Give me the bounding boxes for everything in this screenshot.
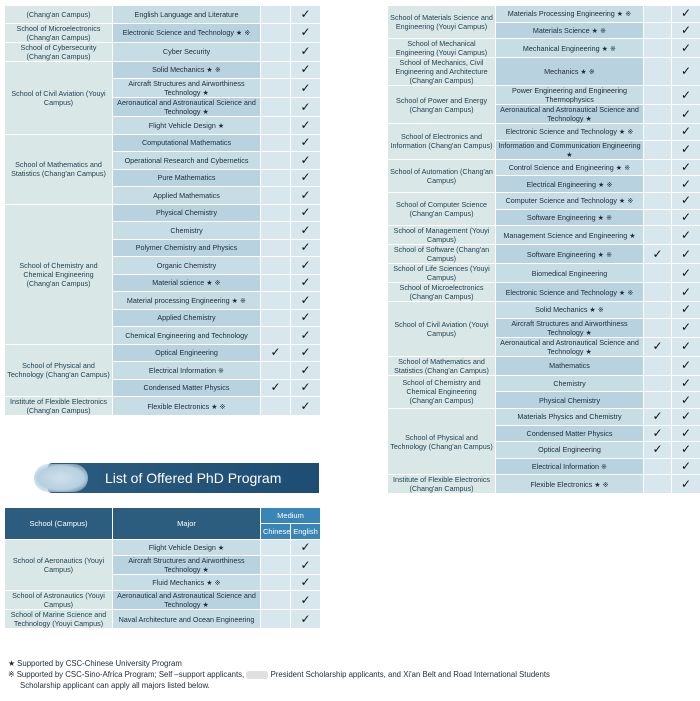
english-medium-check: ✓ — [672, 475, 700, 494]
school-group-row — [388, 408, 700, 425]
school-group-row — [5, 61, 321, 79]
english-medium-check: ✓ — [672, 209, 700, 226]
major-cell: Electronic Science and Technology ★ ※ — [496, 283, 644, 302]
chinese-medium-check — [261, 610, 291, 629]
english-medium-check: ✓ — [672, 86, 700, 105]
major-cell: Software Engineering ★ ※ — [496, 209, 644, 226]
english-medium-check: ✓ — [291, 204, 321, 222]
major-cell: Computational Mathematics — [113, 134, 261, 152]
chinese-medium-check — [261, 540, 291, 556]
chinese-medium-check — [644, 302, 672, 319]
english-medium-check: ✓ — [291, 344, 321, 362]
major-cell: Aeronautical and Astronautical Science and Technology ★ — [113, 98, 261, 117]
school-cell: School of Electronics and Information (Chang'an Campus) — [388, 124, 496, 160]
phd-program-banner — [48, 463, 319, 493]
english-medium-check: ✓ — [672, 58, 700, 86]
english-medium-check: ✓ — [291, 397, 321, 416]
major-cell: Organic Chemistry — [113, 257, 261, 275]
chinese-medium-check — [644, 140, 672, 159]
school-group-row — [388, 226, 700, 245]
english-medium-check: ✓ — [291, 379, 321, 397]
english-medium-check: ✓ — [291, 327, 321, 345]
chinese-medium-check — [644, 318, 672, 337]
school-cell: School of Physical and Technology (Chang'an Campus) — [5, 344, 113, 397]
phd-programs-table — [4, 507, 321, 629]
chinese-medium-check — [644, 458, 672, 475]
chinese-medium-check — [644, 226, 672, 245]
english-medium-check: ✓ — [291, 187, 321, 205]
major-cell: Electrical Information ※ — [113, 362, 261, 380]
major-cell: Electronic Science and Technology ★ ※ — [496, 124, 644, 141]
chinese-medium-check — [261, 222, 291, 240]
master-programs-table-continued — [4, 5, 321, 416]
school-group-row — [388, 159, 700, 176]
major-cell: Optical Engineering — [113, 344, 261, 362]
major-cell: Aeronautical and Astronautical Science and Technology ★ — [496, 105, 644, 124]
major-cell: Power Engineering and Engineering Thermophysics — [496, 86, 644, 105]
header-school: School (Campus) — [5, 508, 113, 540]
school-cell: School of Chemistry and Chemical Engineering (Chang'an Campus) — [388, 375, 496, 408]
major-cell: Materials Science ★ ※ — [496, 22, 644, 39]
chinese-medium-check: ✓ — [261, 379, 291, 397]
english-medium-check: ✓ — [672, 124, 700, 141]
major-cell: Applied Chemistry — [113, 309, 261, 327]
school-cell: School of Marine Science and Technology (Youyi Campus) — [5, 610, 113, 629]
school-group-row — [388, 283, 700, 302]
major-cell: Flexible Electronics ★ ※ — [496, 475, 644, 494]
major-cell: Aircraft Structures and Airworthiness Technology ★ — [113, 556, 261, 575]
english-medium-check: ✓ — [291, 556, 321, 575]
school-group-row — [388, 302, 700, 319]
chinese-medium-check — [261, 6, 291, 24]
english-medium-check: ✓ — [291, 239, 321, 257]
english-medium-check: ✓ — [672, 159, 700, 176]
english-medium-check: ✓ — [672, 337, 700, 356]
major-cell: Condensed Matter Physics — [496, 425, 644, 442]
school-cell: School of Software (Chang'an Campus) — [388, 245, 496, 264]
chinese-medium-check — [261, 134, 291, 152]
english-medium-check: ✓ — [672, 140, 700, 159]
major-cell: Materials Physics and Chemistry — [496, 408, 644, 425]
english-medium-check: ✓ — [672, 425, 700, 442]
english-medium-check: ✓ — [672, 264, 700, 283]
major-cell: Material science ★ ※ — [113, 274, 261, 292]
english-medium-check: ✓ — [672, 356, 700, 375]
chinese-medium-check — [261, 204, 291, 222]
school-group-row — [388, 375, 700, 392]
chinese-medium-check: ✓ — [644, 337, 672, 356]
redacted-blur — [246, 671, 268, 679]
chinese-medium-check: ✓ — [644, 425, 672, 442]
chinese-medium-check: ✓ — [644, 245, 672, 264]
chinese-medium-check — [644, 22, 672, 39]
note-csc-sino-africa: ※ Supported by CSC-Sino-Africa Program; Self –support applicants, President Scholarship applicants, and Xi'an Belt and Road International Students — [8, 670, 550, 680]
school-group-row — [5, 591, 321, 610]
major-cell: Operational Research and Cybernetics — [113, 152, 261, 170]
english-medium-check: ✓ — [291, 222, 321, 240]
major-cell: Chemistry — [113, 222, 261, 240]
school-group-row — [388, 86, 700, 105]
header-chinese: Chinese — [261, 524, 291, 540]
chinese-medium-check — [644, 283, 672, 302]
chinese-medium-check — [261, 397, 291, 416]
major-cell: Materials Processing Engineering ★ ※ — [496, 6, 644, 23]
english-medium-check: ✓ — [291, 117, 321, 135]
school-cell: School of Management (Youyi Campus) — [388, 226, 496, 245]
chinese-medium-check — [644, 6, 672, 23]
english-medium-check: ✓ — [291, 23, 321, 42]
header-medium: Medium — [261, 508, 321, 524]
english-medium-check: ✓ — [672, 302, 700, 319]
english-medium-check: ✓ — [291, 42, 321, 61]
school-group-row — [388, 6, 700, 23]
header-major: Major — [113, 508, 261, 540]
english-medium-check: ✓ — [291, 309, 321, 327]
chinese-medium-check — [644, 39, 672, 58]
english-medium-check: ✓ — [291, 61, 321, 79]
major-cell: Chemical Engineering and Technology — [113, 327, 261, 345]
major-cell: Chemistry — [496, 375, 644, 392]
school-cell: School of Astronautics (Youyi Campus) — [5, 591, 113, 610]
chinese-medium-check — [261, 274, 291, 292]
english-medium-check: ✓ — [672, 6, 700, 23]
school-group-row — [5, 204, 321, 222]
school-group-row — [5, 397, 321, 416]
major-cell: Mechanical Engineering ★ ※ — [496, 39, 644, 58]
school-cell: School of Computer Science (Chang'an Campus) — [388, 192, 496, 225]
english-medium-check: ✓ — [672, 192, 700, 209]
school-cell: School of Life Sciences (Youyi Campus) — [388, 264, 496, 283]
school-group-row — [388, 39, 700, 58]
school-cell: School of Civil Aviation (Youyi Campus) — [388, 302, 496, 357]
english-medium-check: ✓ — [672, 375, 700, 392]
chinese-medium-check — [261, 239, 291, 257]
chinese-medium-check: ✓ — [644, 442, 672, 459]
major-cell: Aeronautical and Astronautical Science and Technology ★ — [113, 591, 261, 610]
school-group-row — [5, 23, 321, 42]
english-medium-check: ✓ — [291, 134, 321, 152]
chinese-medium-check — [644, 375, 672, 392]
major-cell: Solid Mechanics ★ ※ — [113, 61, 261, 79]
chinese-medium-check — [644, 209, 672, 226]
major-cell: Material processing Engineering ★ ※ — [113, 292, 261, 310]
major-cell: Pure Mathematics — [113, 169, 261, 187]
school-group-row — [388, 475, 700, 494]
chinese-medium-check — [644, 475, 672, 494]
chinese-medium-check — [261, 117, 291, 135]
chinese-medium-check — [261, 23, 291, 42]
english-medium-check: ✓ — [672, 245, 700, 264]
major-cell: Electrical Engineering ★ ※ — [496, 176, 644, 193]
chinese-medium-check: ✓ — [644, 408, 672, 425]
major-cell: Management Science and Engineering ★ — [496, 226, 644, 245]
major-cell: Aircraft Structures and Airworthiness Technology ★ — [496, 318, 644, 337]
school-cell: School of Mechanical Engineering (Youyi Campus) — [388, 39, 496, 58]
chinese-medium-check — [644, 58, 672, 86]
english-medium-check: ✓ — [291, 169, 321, 187]
school-group-row — [388, 245, 700, 264]
major-cell: Flexible Electronics ★ ※ — [113, 397, 261, 416]
major-cell: Solid Mechanics ★ ※ — [496, 302, 644, 319]
chinese-medium-check — [261, 309, 291, 327]
english-medium-check: ✓ — [672, 458, 700, 475]
english-medium-check: ✓ — [291, 540, 321, 556]
major-cell: Applied Mathematics — [113, 187, 261, 205]
school-cell: School of Microelectronics (Chang'an Campus) — [388, 283, 496, 302]
english-medium-check: ✓ — [672, 318, 700, 337]
major-cell: Mechanics ★ ※ — [496, 58, 644, 86]
chinese-medium-check — [261, 79, 291, 98]
school-cell: Institute of Flexible Electronics (Chang'an Campus) — [388, 475, 496, 494]
major-cell: Software Engineering ★ ※ — [496, 245, 644, 264]
school-cell: (Chang'an Campus) — [5, 6, 113, 24]
english-medium-check: ✓ — [291, 610, 321, 629]
english-medium-check: ✓ — [672, 176, 700, 193]
english-medium-check: ✓ — [291, 6, 321, 24]
chinese-medium-check — [261, 169, 291, 187]
major-cell: Flight Vehicle Design ★ — [113, 540, 261, 556]
school-cell: Institute of Flexible Electronics (Chang'an Campus) — [5, 397, 113, 416]
school-cell: School of Power and Energy (Chang'an Campus) — [388, 86, 496, 124]
school-cell: School of Chemistry and Chemical Engineering (Chang'an Campus) — [5, 204, 113, 344]
chinese-medium-check — [261, 152, 291, 170]
chinese-medium-check — [261, 362, 291, 380]
chinese-medium-check — [644, 124, 672, 141]
english-medium-check: ✓ — [291, 79, 321, 98]
chinese-medium-check — [261, 327, 291, 345]
school-cell: School of Cybersecurity (Chang'an Campus) — [5, 42, 113, 61]
chinese-medium-check — [261, 98, 291, 117]
major-cell: Fluid Mechanics ★ ※ — [113, 575, 261, 591]
major-cell: Polymer Chemistry and Physics — [113, 239, 261, 257]
school-group-row — [5, 6, 321, 24]
major-cell: Information and Communication Engineering ★ — [496, 140, 644, 159]
english-medium-check: ✓ — [291, 152, 321, 170]
school-cell: School of Civil Aviation (Youyi Campus) — [5, 61, 113, 134]
english-medium-check: ✓ — [291, 274, 321, 292]
header-english: English — [291, 524, 321, 540]
chinese-medium-check — [261, 575, 291, 591]
chinese-medium-check — [644, 105, 672, 124]
school-cell: School of Mathematics and Statistics (Chang'an Campus) — [388, 356, 496, 375]
chinese-medium-check — [261, 591, 291, 610]
chinese-medium-check — [261, 292, 291, 310]
chinese-medium-check — [261, 257, 291, 275]
english-medium-check: ✓ — [291, 575, 321, 591]
chinese-medium-check — [644, 86, 672, 105]
english-medium-check: ✓ — [672, 408, 700, 425]
school-group-row — [5, 610, 321, 629]
major-cell: Optical Engineering — [496, 442, 644, 459]
school-cell: School of Automation (Chang'an Campus) — [388, 159, 496, 192]
school-group-row — [5, 42, 321, 61]
major-cell: Mathematics — [496, 356, 644, 375]
phd-programs-table-continued — [387, 5, 700, 494]
chinese-medium-check — [261, 61, 291, 79]
school-group-row — [388, 58, 700, 86]
logo-blur — [34, 464, 88, 492]
chinese-medium-check: ✓ — [261, 344, 291, 362]
school-cell: School of Microelectronics (Chang'an Campus) — [5, 23, 113, 42]
english-medium-check: ✓ — [672, 283, 700, 302]
major-cell: Naval Architecture and Ocean Engineering — [113, 610, 261, 629]
chinese-medium-check — [644, 192, 672, 209]
footnotes — [8, 658, 628, 691]
note-all-majors: Scholarship applicant can apply all majors listed below. — [20, 681, 210, 691]
major-cell: Aircraft Structures and Airworthiness Technology ★ — [113, 79, 261, 98]
chinese-medium-check — [261, 556, 291, 575]
major-cell: Electronic Science and Technology ★ ※ — [113, 23, 261, 42]
school-group-row — [5, 540, 321, 556]
english-medium-check: ✓ — [672, 392, 700, 409]
english-medium-check: ✓ — [672, 39, 700, 58]
major-cell: Control Science and Engineering ★ ※ — [496, 159, 644, 176]
school-cell: School of Mechanics, Civil Engineering and Architecture (Chang'an Campus) — [388, 58, 496, 86]
school-group-row — [388, 356, 700, 375]
major-cell: Condensed Matter Physics — [113, 379, 261, 397]
major-cell: Aeronautical and Astronautical Science and Technology ★ — [496, 337, 644, 356]
english-medium-check: ✓ — [672, 442, 700, 459]
english-medium-check: ✓ — [291, 98, 321, 117]
school-cell: School of Mathematics and Statistics (Chang'an Campus) — [5, 134, 113, 204]
major-cell: English Language and Literature — [113, 6, 261, 24]
note-csc-chinese-university: ★ Supported by CSC-Chinese University Program — [8, 659, 182, 668]
english-medium-check: ✓ — [672, 105, 700, 124]
english-medium-check: ✓ — [291, 362, 321, 380]
major-cell: Cyber Security — [113, 42, 261, 61]
english-medium-check: ✓ — [672, 226, 700, 245]
major-cell: Physical Chemistry — [496, 392, 644, 409]
chinese-medium-check — [644, 176, 672, 193]
chinese-medium-check — [644, 356, 672, 375]
major-cell: Flight Vehicle Design ★ — [113, 117, 261, 135]
major-cell: Biomedical Engineering — [496, 264, 644, 283]
chinese-medium-check — [261, 42, 291, 61]
english-medium-check: ✓ — [291, 591, 321, 610]
banner-title: List of Offered PhD Program — [105, 470, 282, 486]
chinese-medium-check — [261, 187, 291, 205]
chinese-medium-check — [644, 264, 672, 283]
school-group-row — [388, 192, 700, 209]
english-medium-check: ✓ — [672, 22, 700, 39]
school-cell: School of Aeronautics (Youyi Campus) — [5, 540, 113, 591]
major-cell: Electrical Information ※ — [496, 458, 644, 475]
chinese-medium-check — [644, 392, 672, 409]
school-group-row — [388, 124, 700, 141]
major-cell: Computer Science and Technology ★ ※ — [496, 192, 644, 209]
school-group-row — [388, 264, 700, 283]
english-medium-check: ✓ — [291, 292, 321, 310]
major-cell: Physical Chemistry — [113, 204, 261, 222]
school-cell: School of Materials Science and Engineering (Youyi Campus) — [388, 6, 496, 39]
chinese-medium-check — [644, 159, 672, 176]
school-group-row — [5, 344, 321, 362]
english-medium-check: ✓ — [291, 257, 321, 275]
school-cell: School of Physical and Technology (Chang'an Campus) — [388, 408, 496, 474]
school-group-row — [5, 134, 321, 152]
